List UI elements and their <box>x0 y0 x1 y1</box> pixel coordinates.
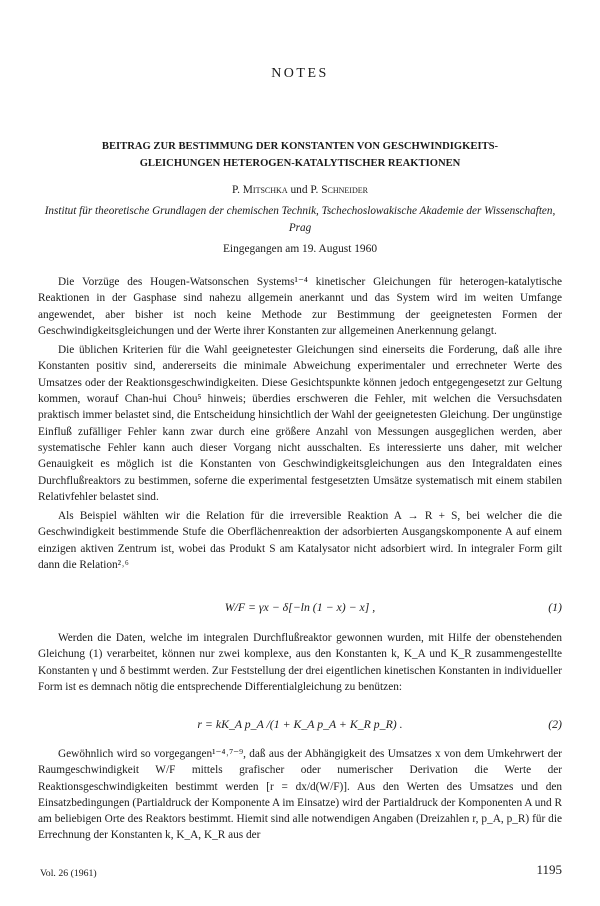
paragraph-3: Als Beispiel wählten wir die Relation für die irreversible Reaktion A → R + S, bei welcher die die Geschwindigkeit bestimmende Stufe die Oberflächenreaktion der adsorbierten Ausgangskomponente A auf einem einzigen aktiven Zentrum ist, wobei das Produkt S am Katalysator nicht adsorbiert wird. In integraler Form gilt dann die Relation²˒⁶ <box>38 510 562 572</box>
title-line-2: GLEICHUNGEN HETEROGEN-KATALYTISCHER REAKTIONEN <box>139 158 461 169</box>
equation-2-number: (2) <box>548 717 562 731</box>
volume-info: Vol. 26 (1961) <box>40 868 97 879</box>
affiliation: Institut für theoretische Grundlagen der chemischen Technik, Tschechoslowakische Akademie der Wissenschaften, Prag <box>44 205 556 234</box>
author-2: P. Schneider <box>310 184 368 196</box>
received-date: Eingegangen am 19. August 1960 <box>222 243 378 255</box>
author-1: P. Mitschka <box>232 184 288 196</box>
equation-2-expression: r = kK_A p_A /(1 + K_A p_A + K_R p_R) . <box>197 717 403 731</box>
equation-1-number: (1) <box>548 600 562 614</box>
page-number: 1195 <box>536 862 562 877</box>
title-line-1: BEITRAG ZUR BESTIMMUNG DER KONSTANTEN VON GESCHWINDIGKEITS- <box>101 141 499 152</box>
body-text-top <box>38 274 562 576</box>
equation-1 <box>38 600 562 618</box>
paragraph-4: Werden die Daten, welche im integralen Durchflußreaktor gewonnen wurden, mit Hilfe der obenstehenden Gleichung (1) verarbeitet, können nur zwei komplexe, aus den Konstanten k, K_A und K_R zusammengestellte Konstanten γ und δ bestimmt werden. Zur Feststellung der drei eigentlichen kinetischen Konstanten in individueller Form ist es demnach nötig die entsprechende Differentialgleichung zu benützen: <box>38 632 562 693</box>
paragraph-5: Gewöhnlich wird so vorgegangen¹⁻⁴˒⁷⁻⁹, daß aus der Abhängigkeit des Umsatzes x von dem Umkehrwert der Raumgeschwindigkeit W/F mittels grafischer oder numerischer Derivation die Werte der Reaktionsgeschwindigkeiten bestimmt werden [r = dx/d(W/F)]. Aus den Werten des Umsatzes und den Einsatzbedingungen (Partialdruck der Komponente A im Einsatze) wird der Partialdruck der Komponenten A und R am beliebigen Orte des Reaktors bestimmt. Hiemit sind alle notwendigen Angaben (Dreizahlen r, p_A, p_R) für die Errechnung der Konstanten k, K_A, K_R aus der <box>38 748 562 842</box>
author-separator: und <box>290 184 308 196</box>
article-title <box>50 138 550 172</box>
authors <box>0 184 600 196</box>
body-text-bottom <box>38 746 562 847</box>
equation-2 <box>38 717 562 735</box>
paragraph-2: Die üblichen Kriterien für die Wahl geeignetester Gleichungen sind einerseits die Forderung, daß alle ihre Konstanten positiv sind, andererseits die minimale Abweichung experimentaler und errechneter Werte des Umsatzes oder der Reaktionsgeschwindigkeiten. Diese Gesichtspunkte können jedoch entgegengesetzt zur Geltung kommen, worauf Chan-hui Chou⁵ hinweis; überdies erschweren die Fehler, mit welchen die Versuchsdaten praktisch immer belastet sind, die Entscheidung hinsichtlich der Wahl der geeignetesten Gleichung. Der ungünstige Einfluß zufälliger Fehler kann zwar durch eine größere Anzahl von Messungen ausgeglichen werden, aber systematische Fehler kann auch dieser Vorgang nicht ausschalten. Es interessierte uns daher, mit welcher Genauigkeit es möglich ist die Konstanten von Geschwindigkeitsgleichungen aus den Integraldaten eines Durchflußreaktors zu bestimmen, soferne die experimental festgesetzten Umsätze systematisch mit einem stabilen Relativfehler belastet sind. <box>38 344 562 503</box>
body-text-middle <box>38 630 562 698</box>
section-header: NOTES <box>271 66 329 81</box>
paragraph-1: Die Vorzüge des Hougen-Watsonschen Systems¹⁻⁴ kinetischer Gleichungen für heterogen-katalytische Reaktionen in der Gasphase sind nahezu allgemein anerkannt und das System wird im weiten Umfange angewendet, aber bisher ist noch keine Methode zur Bestimmung der geeignetesten Formen der Geschwindigkeitsgleichungen und der Werte ihrer Konstanten zur allgemeinen Anerkennung gelangt. <box>38 276 562 337</box>
equation-1-expression: W/F = γx − δ[−ln (1 − x) − x] , <box>224 600 376 614</box>
